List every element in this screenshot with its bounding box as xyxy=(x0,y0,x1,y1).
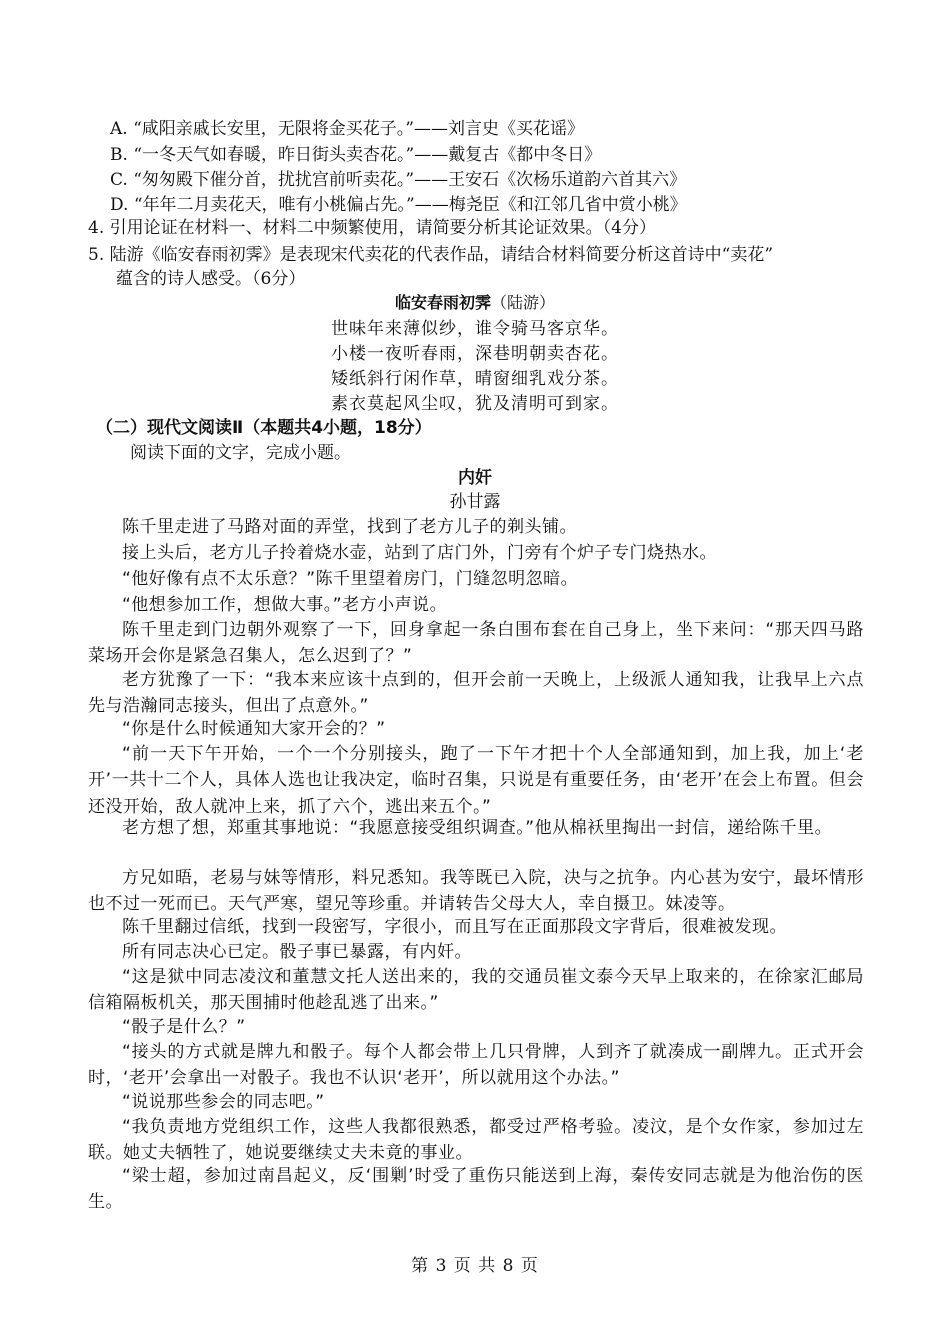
poem-line: 小楼一夜听春雨，深巷明朝卖杏花。 xyxy=(331,344,619,364)
story-paragraph: “前一天下午开始，一个一个分别接头，跑了一下午才把十个人全部通知到，加上我，加上‘老开’一共十二个人，具体人选也让我决定，临时召集，只说是有重要任务，由‘老开’在会上布置。但会还没开始，敌人就冲上来，抓了六个，逃出来五个。” xyxy=(88,744,864,817)
option-text: “匆匆殿下催分首，扰扰宫前听卖花。”——王安石《次杨乐道韵六首其六》 xyxy=(133,170,687,190)
story-paragraph: 陈千里走到门边朝外观察了一下，回身拿起一条白围布套在自己身上，坐下来问：“那天四马路菜场开会你是紧急召集人，怎么迟到了？” xyxy=(88,620,864,667)
poem-line: 素衣莫起风尘叹，犹及清明可到家。 xyxy=(331,394,619,414)
option-text: “咸阳亲戚长安里，无限将金买花子。”——刘言史《买花谣》 xyxy=(133,119,584,139)
poem-title: 临安春雨初霁 xyxy=(394,293,491,312)
story-letter-paragraph: 方兄如晤，老易与妹等情形，料兄悉知。我等既已入院，决与之抗争。内心甚为安宁，最坏情形也不过一死而已。天气严寒，望兄等珍重。并请转告父母大人，幸自摄卫。妹凌等。 xyxy=(88,868,864,915)
question-4: 4. 引用论证在材料一、材料二中频繁使用，请简要分析其论证效果。（4分） xyxy=(88,218,656,238)
poem-heading xyxy=(0,291,950,315)
story-paragraph: “他想参加工作，想做大事。”老方小声说。 xyxy=(122,595,448,615)
option-c xyxy=(110,167,686,193)
story-paragraph: “我负责地方党组织工作，这些人我都很熟悉，都受过严格考验。凌汶，是个女作家，参加过左联。她丈夫牺牲了，她说要继续丈夫未竟的事业。 xyxy=(88,1117,864,1164)
story-paragraph: “接头的方式就是牌九和骰子。每个人都会带上几只骨牌，人到齐了就凑成一副牌九。正式开会时，‘老开’会拿出一对骰子。我也不认识‘老开’，所以就用这个办法。” xyxy=(88,1042,864,1089)
story-secret-note: 所有同志决心已定。骰子事已暴露，有内奸。 xyxy=(122,942,472,962)
poem-line: 世味年来薄似纱，谁令骑马客京华。 xyxy=(331,319,619,339)
option-text: “年年二月卖花天，唯有小桃偏占先。”——梅尧臣《和江邻几省中赏小桃》 xyxy=(133,195,687,215)
option-text: “一冬天气如春暖，昨日街头卖杏花。”——戴复古《都中冬日》 xyxy=(133,145,602,165)
story-author: 孙甘露 xyxy=(449,492,501,512)
story-paragraph: 接上头后，老方儿子拎着烧水壶，站到了店门外，门旁有个炉子专门烧热水。 xyxy=(122,543,717,563)
story-paragraph: “说说那些参会的同志吧。” xyxy=(122,1092,325,1112)
option-letter: C. xyxy=(110,170,128,190)
story-paragraph: 老方想了想，郑重其事地说：“我愿意接受组织调查。”他从棉袄里掏出一封信，递给陈千里。 xyxy=(122,818,833,838)
story-paragraph: “骰子是什么？” xyxy=(122,1017,246,1037)
page-footer: 第 3 页 共 8 页 xyxy=(411,1256,539,1276)
option-b xyxy=(110,142,601,168)
poem-author: （陆游） xyxy=(491,293,556,312)
poem-line: 矮纸斜行闲作草，晴窗细乳戏分茶。 xyxy=(331,369,619,389)
story-paragraph: 陈千里走进了马路对面的弄堂，找到了老方儿子的剃头铺。 xyxy=(122,517,577,537)
section-heading: （二）现代文阅读Ⅱ（本题共4小题，18分） xyxy=(96,418,432,438)
question-5-line2: 蕴含的诗人感受。（6分） xyxy=(116,269,306,289)
option-letter: B. xyxy=(110,145,128,165)
story-paragraph: 陈千里翻过信纸，找到一段密写，字很小，而且写在正面那段文字背后，很难被发现。 xyxy=(122,917,787,937)
story-paragraph: “你是什么时候通知大家开会的？” xyxy=(122,719,386,739)
story-paragraph: “他好像有点不太乐意？”陈千里望着房门，门缝忽明忽暗。 xyxy=(122,569,579,589)
story-title: 内奸 xyxy=(458,468,492,488)
story-paragraph: “梁士超，参加过南昌起义，反‘围剿’时受了重伤只能送到上海，秦传安同志就是为他治伤的医生。 xyxy=(88,1166,864,1213)
story-paragraph: “这是狱中同志凌汶和董慧文托人送出来的，我的交通员崔文泰今天早上取来的，在徐家汇邮局信箱隔板机关，那天围捕时他趁乱逃了出来。” xyxy=(88,967,864,1014)
option-a xyxy=(110,116,584,142)
story-paragraph: 老方犹豫了一下：“我本来应该十点到的，但开会前一天晚上，上级派人通知我，让我早上六点先与浩瀚同志接头，但出了点意外。” xyxy=(88,670,864,717)
question-5-line1: 5. 陆游《临安春雨初霁》是表现宋代卖花的代表作品，请结合材料简要分析这首诗中“卖花” xyxy=(88,245,774,265)
option-letter: A. xyxy=(110,119,128,139)
section-instruction: 阅读下面的文字，完成小题。 xyxy=(130,443,351,463)
option-letter: D. xyxy=(110,195,129,215)
